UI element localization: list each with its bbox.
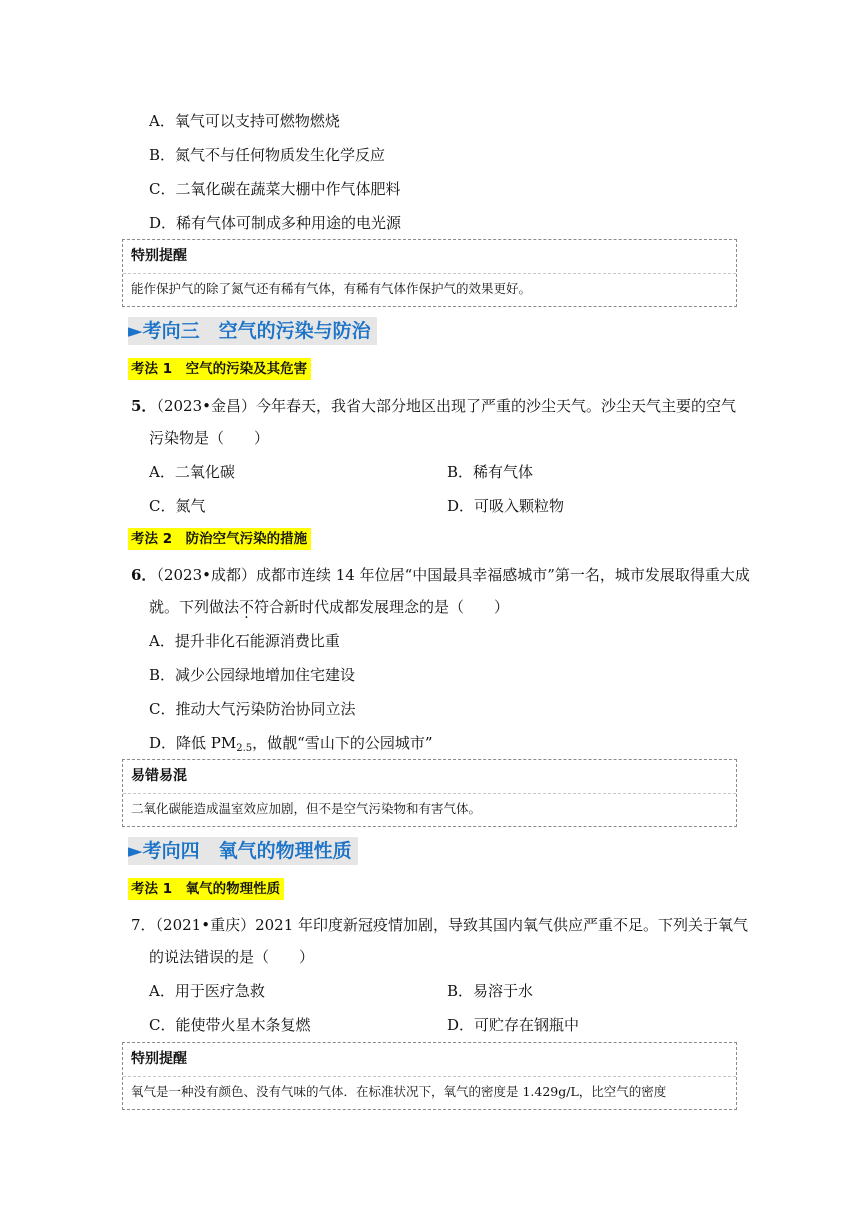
option-c: C．二氧化碳在蔬菜大棚中作气体肥料: [149, 180, 401, 198]
question-6-line1: [131, 565, 750, 585]
question-6-line2: [149, 597, 509, 617]
tip-title: 特别提醒: [131, 248, 187, 264]
tip-body: 能作保护气的除了氮气还有稀有气体，有稀有气体作保护气的效果更好。: [131, 281, 532, 296]
question-text: （2023•成都）成都市连续 14 年位居“中国最具幸福感城市”第一名，城市发展取得重大成: [156, 566, 750, 584]
question-number: 5．: [131, 397, 157, 415]
tip-box: [122, 239, 737, 307]
question-number: 6．: [131, 566, 157, 584]
option-a: A．氧气可以支持可燃物燃烧: [149, 112, 340, 130]
option-c: C．推动大气污染防治协同立法: [149, 700, 356, 718]
tip-title: 易错易混: [131, 768, 187, 784]
tip-body: 氧气是一种没有颜色、没有气味的气体．在标准状况下，氧气的密度是 1.429g/L，比空气的密度: [131, 1084, 667, 1099]
section-title: 考向四 氧气的物理性质: [142, 840, 352, 862]
option-b: B．易溶于水: [447, 982, 534, 1000]
tip-title: 特别提醒: [131, 1051, 187, 1067]
triangle-marker-icon: ►: [128, 840, 143, 862]
question-5-line1: [131, 396, 736, 416]
option-a: A．用于医疗急救: [149, 982, 265, 1000]
subsection-label: 考法 1 空气的污染及其危害: [128, 358, 311, 380]
tip-divider: [123, 273, 736, 274]
section-heading-4: [128, 837, 358, 865]
subsection-label: 考法 1 氧气的物理性质: [128, 878, 284, 900]
option-c: C．氮气: [149, 497, 206, 515]
question-text: （2023•金昌）今年春天，我省大部分地区出现了严重的沙尘天气。沙尘天气主要的空气: [156, 397, 736, 415]
option-b: B．氮气不与任何物质发生化学反应: [149, 146, 386, 164]
emphasis-dot-text: 不: [239, 598, 255, 616]
option-b: B．稀有气体: [447, 463, 534, 481]
question-text: 就。下列做法: [149, 598, 240, 616]
subsection-label: 考法 2 防治空气污染的措施: [128, 528, 311, 550]
triangle-marker-icon: ►: [128, 320, 143, 342]
option-text: ，做靓“雪山下的公园城市”: [252, 734, 433, 752]
tip-divider: [123, 1076, 736, 1077]
question-5-line2: 污染物是（ ）: [149, 429, 270, 447]
option-a: A．二氧化碳: [149, 463, 235, 481]
question-text: 符合新时代成都发展理念的是（ ）: [254, 598, 510, 616]
tip-divider: [123, 793, 736, 794]
tip-box: [122, 759, 737, 827]
option-d: [149, 733, 433, 753]
option-c: C．能使带火星木条复燃: [149, 1016, 311, 1034]
section-heading-3: [128, 317, 377, 345]
option-a: A．提升非化石能源消费比重: [149, 632, 340, 650]
subscript: 2.5: [236, 743, 253, 754]
option-d: D．可吸入颗粒物: [447, 497, 565, 515]
option-b: B．减少公园绿地增加住宅建设: [149, 666, 356, 684]
option-d: D．可贮存在钢瓶中: [447, 1016, 580, 1034]
tip-box: [122, 1042, 737, 1110]
tip-body: 二氧化碳能造成温室效应加剧，但不是空气污染物和有害气体。: [131, 801, 482, 816]
option-text: D．降低 PM: [149, 734, 237, 752]
question-7-line2: 的说法错误的是（ ）: [149, 948, 315, 966]
section-title: 考向三 空气的污染与防治: [142, 320, 371, 342]
option-d: D．稀有气体可制成多种用途的电光源: [149, 214, 402, 232]
question-7-line1: 7．（2021•重庆）2021 年印度新冠疫情加剧，导致其国内氧气供应严重不足。下列关于氧气: [131, 916, 749, 934]
